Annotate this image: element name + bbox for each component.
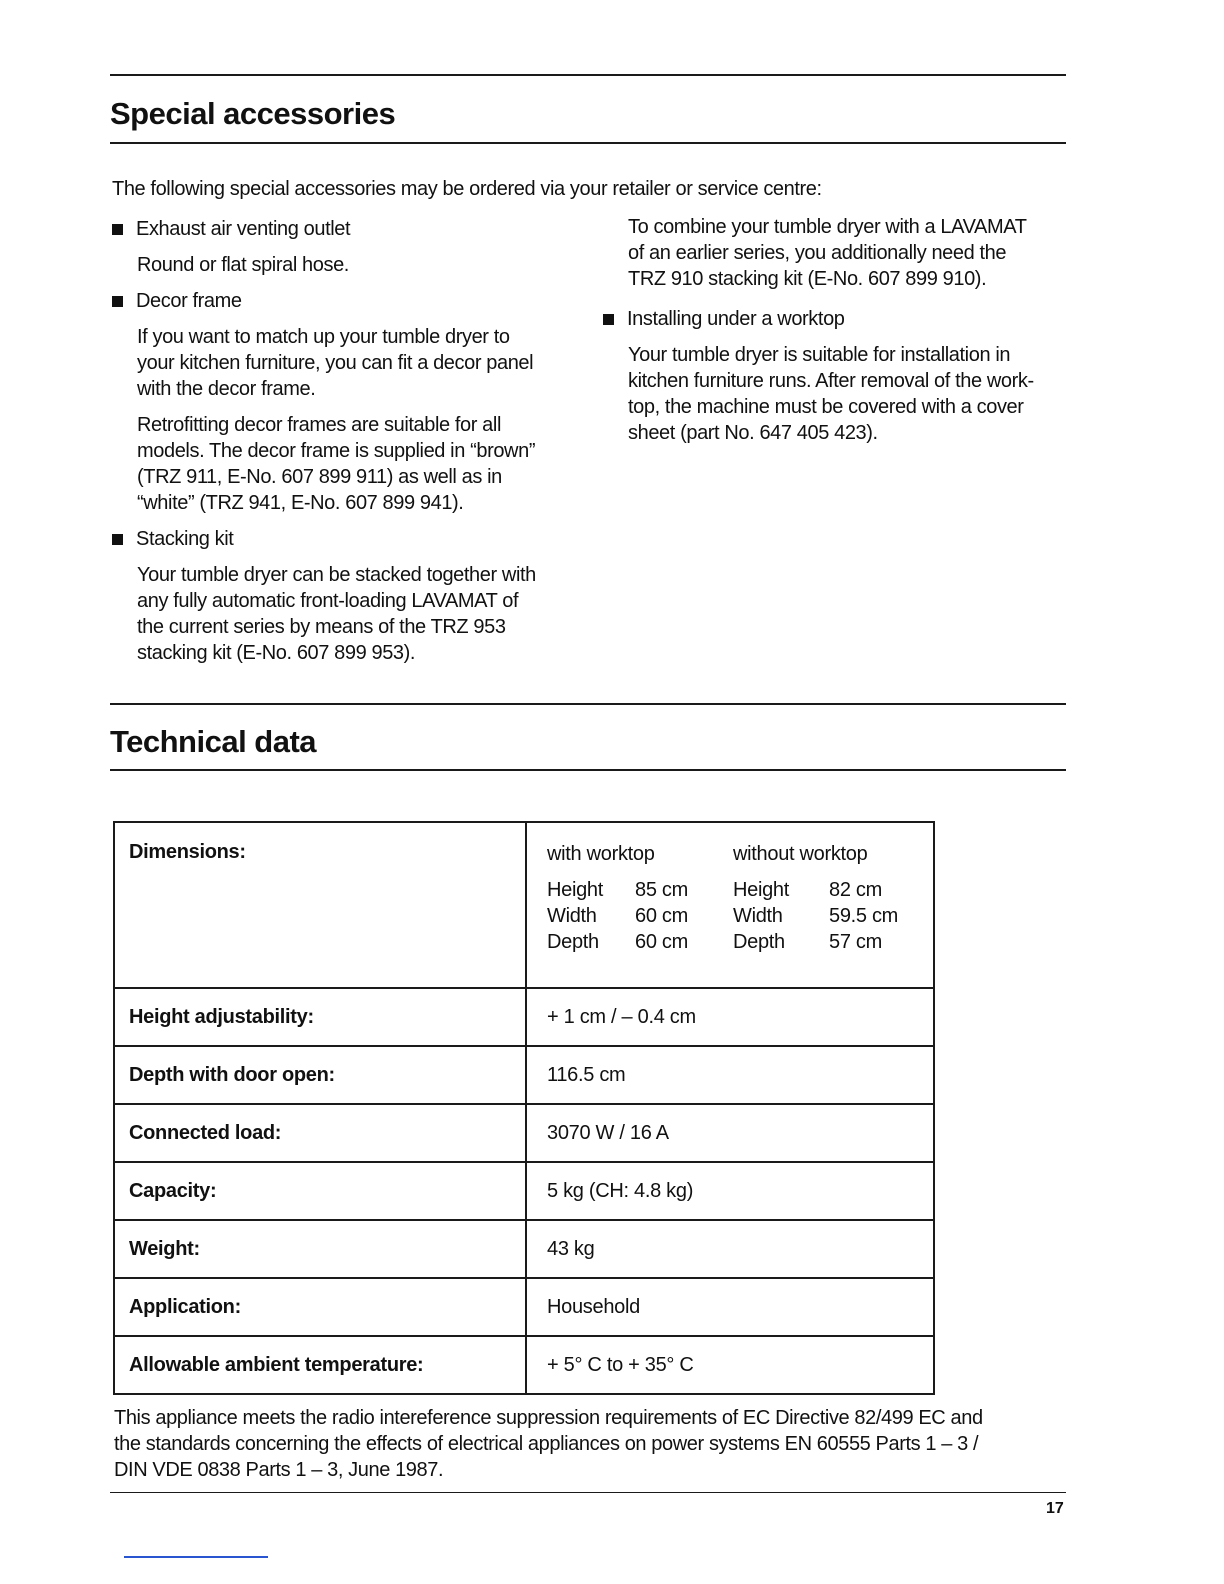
with-height-label: Height: [547, 879, 604, 901]
bottom-rule: [110, 1492, 1066, 1493]
page-number: 17: [1046, 1500, 1064, 1517]
with-depth-label: Depth: [547, 931, 599, 953]
bullet-exhaust: [112, 216, 582, 242]
ambient-temperature-label: Allowable ambient temperature:: [114, 1336, 526, 1394]
square-bullet-icon: [112, 296, 123, 307]
connected-load-label: Connected load:: [114, 1104, 526, 1162]
square-bullet-icon: [603, 314, 614, 325]
exhaust-title: Exhaust air venting outlet: [136, 218, 351, 240]
with-height-value: 85 cm: [635, 879, 688, 901]
stacking-kit-text: Your tumble dryer can be stacked together with any fully automatic front-loading LAVAMAT of the current series by means of the TRZ 953 stacking kit (E-No. 607 899 953).: [137, 564, 536, 664]
technical-data-table: [113, 821, 935, 1395]
application-label: Application:: [114, 1278, 526, 1336]
without-height-value: 82 cm: [829, 879, 882, 901]
accessories-intro: The following special accessories may be ordered via your retailer or service centre:: [112, 178, 822, 200]
capacity-value: 5 kg (CH: 4.8 kg): [526, 1162, 934, 1220]
decor-frame-title: Decor frame: [136, 290, 242, 312]
scan-edge-mark: [124, 1556, 268, 1558]
without-worktop-heading: without worktop: [733, 843, 868, 865]
table-row-dimensions: [114, 822, 934, 988]
height-adjustability-value: + 1 cm / – 0.4 cm: [526, 988, 934, 1046]
accessories-heading-rule: [110, 142, 1066, 144]
top-rule: [110, 74, 1066, 76]
table-row: [114, 1278, 934, 1336]
with-depth-value: 60 cm: [635, 931, 688, 953]
capacity-label: Capacity:: [114, 1162, 526, 1220]
accessories-right-column: [603, 214, 1073, 456]
dimensions-grid: [547, 841, 919, 955]
with-width-value: 60 cm: [635, 905, 688, 927]
without-height-label: Height: [733, 879, 790, 901]
square-bullet-icon: [112, 534, 123, 545]
weight-label: Weight:: [114, 1220, 526, 1278]
exhaust-text: Round or flat spiral hose.: [137, 254, 349, 276]
without-width-label: Width: [733, 905, 783, 927]
table-row: [114, 1220, 934, 1278]
height-adjustability-label: Height adjustability:: [114, 988, 526, 1046]
bullet-stacking-kit: [112, 526, 582, 552]
worktop-text: Your tumble dryer is suitable for installation in kitchen furniture runs. After removal of the work- top, the machine must be covered with a cover sheet (part No. 647 405 423).: [628, 344, 1034, 444]
depth-door-open-value: 116.5 cm: [526, 1046, 934, 1104]
without-depth-value: 57 cm: [829, 931, 882, 953]
table-row: [114, 988, 934, 1046]
special-accessories-heading: Special accessories: [110, 96, 396, 131]
stacking-kit-title: Stacking kit: [136, 528, 234, 550]
technical-heading-rule: [110, 769, 1066, 771]
square-bullet-icon: [112, 224, 123, 235]
bullet-decor-frame: [112, 288, 582, 314]
table-row: [114, 1104, 934, 1162]
weight-value: 43 kg: [526, 1220, 934, 1278]
ambient-temperature-value: + 5° C to + 35° C: [526, 1336, 934, 1394]
decor-frame-text-2: Retrofitting decor frames are suitable for all models. The decor frame is supplied in “brown” (TRZ 911, E-No. 607 899 911) as well as in “white” (TRZ 941, E-No. 607 899 941).: [137, 414, 536, 514]
with-width-label: Width: [547, 905, 597, 927]
with-worktop-heading: with worktop: [547, 843, 655, 865]
dimensions-value: [526, 822, 934, 988]
depth-door-open-label: Depth with door open:: [114, 1046, 526, 1104]
worktop-title: Installing under a worktop: [627, 308, 845, 330]
combine-lavamat-text: To combine your tumble dryer with a LAVAMAT of an earlier series, you additionally need the TRZ 910 stacking kit (E-No. 607 899 910).: [628, 216, 1027, 290]
accessories-left-column: [112, 216, 582, 676]
without-width-value: 59.5 cm: [829, 905, 899, 927]
technical-top-rule: [110, 703, 1066, 705]
technical-data-heading: Technical data: [110, 724, 317, 759]
compliance-footnote: This appliance meets the radio intereference suppression requirements of EC Directive 82/499 EC and the standards concerning the effects of electrical appliances on power systems EN 60555 Parts 1 – 3 / DIN VDE 0838 Parts 1 – 3, June 1987.: [114, 1407, 983, 1481]
connected-load-value: 3070 W / 16 A: [526, 1104, 934, 1162]
application-value: Household: [526, 1278, 934, 1336]
decor-frame-text-1: If you want to match up your tumble dryer to your kitchen furniture, you can fit a decor panel with the decor frame.: [137, 326, 534, 400]
dimensions-label: Dimensions:: [114, 822, 526, 988]
table-row: [114, 1046, 934, 1104]
table-row: [114, 1162, 934, 1220]
bullet-worktop: [603, 306, 1073, 332]
without-depth-label: Depth: [733, 931, 785, 953]
table-row: [114, 1336, 934, 1394]
